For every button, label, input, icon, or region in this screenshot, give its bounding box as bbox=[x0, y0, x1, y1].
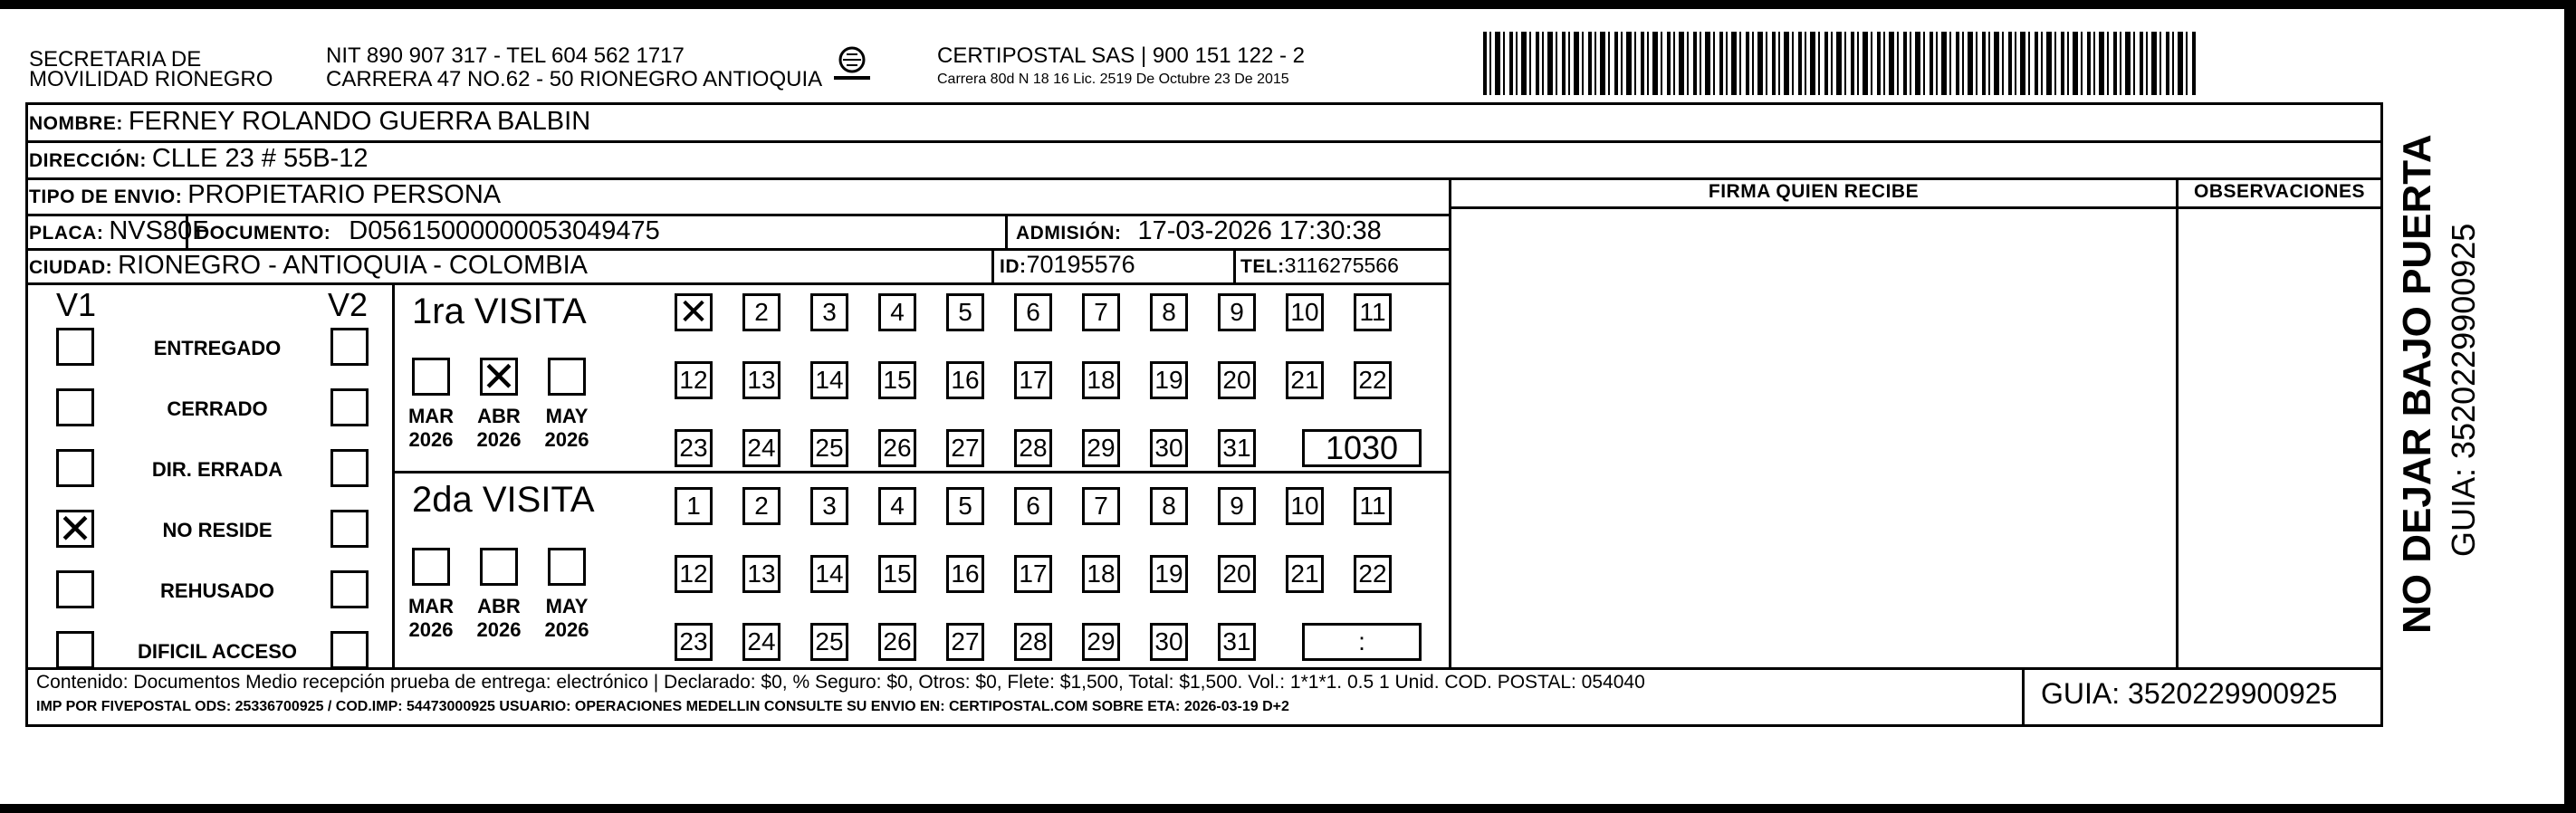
month-label bbox=[535, 405, 599, 452]
day-box[interactable]: 1 bbox=[675, 487, 713, 525]
day-box-checked[interactable]: ✕ bbox=[675, 293, 713, 331]
day-box[interactable]: 24 bbox=[742, 429, 780, 467]
status-option-label: CERRADO bbox=[167, 397, 268, 420]
tel-value: 3116275566 bbox=[1284, 253, 1399, 277]
v1-checkbox[interactable] bbox=[56, 631, 94, 669]
v2-checkbox[interactable] bbox=[330, 510, 369, 548]
id-row bbox=[1000, 251, 1135, 279]
ciudad-label: CIUDAD: bbox=[29, 257, 113, 278]
nombre-row bbox=[29, 107, 590, 137]
observaciones-label: OBSERVACIONES bbox=[2194, 181, 2365, 202]
month-year: 2026 bbox=[544, 618, 589, 641]
day-box[interactable]: 28 bbox=[1014, 429, 1052, 467]
x-mark-icon: ✕ bbox=[57, 505, 93, 552]
v2-checkbox[interactable] bbox=[330, 449, 369, 487]
time-box[interactable]: 1030 bbox=[1302, 429, 1422, 467]
tipo-value: PROPIETARIO PERSONA bbox=[187, 180, 502, 209]
month-checkbox[interactable] bbox=[480, 548, 518, 586]
ciudad-row bbox=[29, 251, 588, 281]
day-box[interactable]: 11 bbox=[1354, 487, 1392, 525]
bottom-border bbox=[0, 804, 2576, 813]
day-box[interactable]: 29 bbox=[1082, 429, 1120, 467]
day-box[interactable]: 17 bbox=[1014, 555, 1052, 593]
placa-value: NVS80F bbox=[109, 216, 208, 245]
day-box[interactable]: 21 bbox=[1286, 361, 1324, 399]
nit-line: NIT 890 907 317 - TEL 604 562 1717 bbox=[326, 43, 685, 68]
month-year: 2026 bbox=[544, 428, 589, 451]
guia-footer: GUIA: 3520229900925 bbox=[2041, 677, 2338, 710]
id-value: 70195576 bbox=[1026, 251, 1135, 278]
v2-label: V2 bbox=[328, 286, 369, 323]
day-box[interactable]: 8 bbox=[1150, 293, 1188, 331]
day-box[interactable]: 19 bbox=[1150, 361, 1188, 399]
day-box[interactable]: 3 bbox=[810, 293, 848, 331]
v1-checkbox[interactable] bbox=[56, 449, 94, 487]
tel-label: TEL: bbox=[1240, 256, 1285, 277]
day-box[interactable]: 15 bbox=[878, 555, 916, 593]
day-box[interactable]: 15 bbox=[878, 361, 916, 399]
v2-checkbox[interactable] bbox=[330, 388, 369, 426]
day-box[interactable]: 20 bbox=[1218, 361, 1256, 399]
sender-line-1: SECRETARIA DE bbox=[29, 47, 202, 72]
day-box[interactable]: 2 bbox=[742, 487, 780, 525]
day-box[interactable]: 5 bbox=[946, 487, 984, 525]
day-box[interactable]: 26 bbox=[878, 429, 916, 467]
nombre-value: FERNEY ROLANDO GUERRA BALBIN bbox=[128, 107, 591, 136]
month-name: MAR bbox=[407, 405, 455, 427]
day-box[interactable]: 7 bbox=[1082, 293, 1120, 331]
v1-checkbox[interactable] bbox=[56, 388, 94, 426]
month-label bbox=[399, 405, 463, 452]
day-box[interactable]: 8 bbox=[1150, 487, 1188, 525]
right-border bbox=[2564, 0, 2576, 813]
month-label bbox=[467, 405, 531, 452]
day-box[interactable]: 25 bbox=[810, 429, 848, 467]
day-box[interactable]: 7 bbox=[1082, 487, 1120, 525]
firma-label: FIRMA QUIEN RECIBE bbox=[1708, 181, 1920, 202]
certipostal-logo-icon bbox=[828, 42, 876, 89]
month-checkbox[interactable] bbox=[412, 358, 450, 396]
month-label bbox=[535, 595, 599, 642]
time-box[interactable]: : bbox=[1302, 623, 1422, 661]
day-box[interactable]: 5 bbox=[946, 293, 984, 331]
day-box[interactable]: 25 bbox=[810, 623, 848, 661]
status-option-label: REHUSADO bbox=[160, 579, 274, 602]
month-name: ABR bbox=[477, 405, 521, 427]
day-box[interactable]: 26 bbox=[878, 623, 916, 661]
id-label: ID: bbox=[1000, 256, 1027, 277]
day-box[interactable]: 30 bbox=[1150, 623, 1188, 661]
status-option-label: DIFICIL ACCESO bbox=[137, 640, 297, 663]
side-guia: GUIA: 3520229900925 bbox=[2445, 223, 2482, 557]
day-box[interactable]: 18 bbox=[1082, 361, 1120, 399]
day-box[interactable]: 6 bbox=[1014, 487, 1052, 525]
day-box[interactable]: 14 bbox=[810, 555, 848, 593]
day-box[interactable]: 16 bbox=[946, 361, 984, 399]
day-box[interactable]: 9 bbox=[1218, 487, 1256, 525]
day-box[interactable]: 10 bbox=[1286, 487, 1324, 525]
placa-row bbox=[29, 216, 208, 246]
admision-value: 17-03-2026 17:30:38 bbox=[1137, 216, 1382, 245]
day-box[interactable]: 29 bbox=[1082, 623, 1120, 661]
address-line: CARRERA 47 NO.62 - 50 RIONEGRO ANTIOQUIA bbox=[326, 67, 823, 91]
day-box[interactable]: 30 bbox=[1150, 429, 1188, 467]
day-box[interactable]: 28 bbox=[1014, 623, 1052, 661]
day-box[interactable]: 9 bbox=[1218, 293, 1256, 331]
sender-line-2: MOVILIDAD RIONEGRO bbox=[29, 67, 273, 91]
carrier-line-2: Carrera 80d N 18 16 Lic. 2519 De Octubre 23 De 2015 bbox=[937, 72, 1289, 87]
day-box[interactable]: 14 bbox=[810, 361, 848, 399]
day-box[interactable]: 12 bbox=[675, 555, 713, 593]
month-name: ABR bbox=[477, 595, 521, 617]
barcode bbox=[1483, 32, 2198, 95]
side-warning: NO DEJAR BAJO PUERTA bbox=[2395, 134, 2439, 634]
status-option-label: ENTREGADO bbox=[153, 337, 282, 359]
second-visit-label: 2da VISITA bbox=[412, 480, 595, 520]
x-mark-icon: ✕ bbox=[481, 353, 517, 400]
day-box[interactable]: 23 bbox=[675, 429, 713, 467]
v1-checkbox[interactable] bbox=[56, 328, 94, 366]
carrier-line-1: CERTIPOSTAL SAS | 900 151 122 - 2 bbox=[937, 43, 1305, 68]
month-checkbox[interactable] bbox=[412, 548, 450, 586]
day-box[interactable]: 31 bbox=[1218, 429, 1256, 467]
v1-checkbox[interactable] bbox=[56, 570, 94, 608]
documento-row bbox=[196, 216, 660, 246]
v1-label: V1 bbox=[56, 286, 97, 323]
admision-label: ADMISIÓN: bbox=[1016, 223, 1122, 244]
day-box[interactable]: 4 bbox=[878, 487, 916, 525]
month-name: MAY bbox=[545, 405, 589, 427]
month-name: MAR bbox=[407, 595, 455, 617]
day-box[interactable]: 19 bbox=[1150, 555, 1188, 593]
first-visit-label: 1ra VISITA bbox=[412, 292, 587, 331]
top-border bbox=[0, 0, 2576, 9]
day-box[interactable]: 31 bbox=[1218, 623, 1256, 661]
ciudad-value: RIONEGRO - ANTIOQUIA - COLOMBIA bbox=[118, 251, 588, 280]
direccion-value: CLLE 23 # 55B-12 bbox=[151, 144, 369, 173]
day-box[interactable]: 27 bbox=[946, 429, 984, 467]
month-checkbox[interactable] bbox=[548, 548, 586, 586]
tipo-label: TIPO DE ENVIO: bbox=[29, 187, 183, 207]
status-option-label: DIR. ERRADA bbox=[151, 458, 283, 481]
tel-row bbox=[1240, 253, 1399, 278]
day-box[interactable]: 24 bbox=[742, 623, 780, 661]
month-checkbox[interactable] bbox=[548, 358, 586, 396]
month-label bbox=[399, 595, 463, 642]
v2-checkbox[interactable] bbox=[330, 328, 369, 366]
day-box[interactable]: 22 bbox=[1354, 361, 1392, 399]
day-box[interactable]: 22 bbox=[1354, 555, 1392, 593]
day-box[interactable]: 6 bbox=[1014, 293, 1052, 331]
direccion-label: DIRECCIÓN: bbox=[29, 150, 147, 171]
day-box[interactable]: 10 bbox=[1286, 293, 1324, 331]
day-box[interactable]: 21 bbox=[1286, 555, 1324, 593]
day-box[interactable]: 16 bbox=[946, 555, 984, 593]
month-year: 2026 bbox=[408, 618, 454, 641]
day-box[interactable]: 13 bbox=[742, 555, 780, 593]
month-name: MAY bbox=[545, 595, 589, 617]
day-box[interactable]: 3 bbox=[810, 487, 848, 525]
month-year: 2026 bbox=[408, 428, 454, 451]
status-option-label: NO RESIDE bbox=[162, 519, 273, 541]
day-box[interactable]: 20 bbox=[1218, 555, 1256, 593]
direccion-row bbox=[29, 144, 368, 174]
v2-checkbox[interactable] bbox=[330, 570, 369, 608]
day-box[interactable]: 11 bbox=[1354, 293, 1392, 331]
day-box[interactable]: 4 bbox=[878, 293, 916, 331]
tipo-row bbox=[29, 180, 501, 210]
day-box[interactable]: 2 bbox=[742, 293, 780, 331]
documento-label: DOCUMENTO: bbox=[196, 223, 331, 244]
admision-row bbox=[1016, 216, 1382, 246]
day-box[interactable]: 12 bbox=[675, 361, 713, 399]
imp-line: IMP POR FIVEPOSTAL ODS: 25336700925 / COD.IMP: 54473000925 USUARIO: OPERACIONES MEDELLIN CONSULTE SU ENVIO EN: CERTIPOSTAL.COM SOBRE ETA: 2026-03-19 D+2 bbox=[36, 699, 1289, 714]
day-box[interactable]: 17 bbox=[1014, 361, 1052, 399]
day-box[interactable]: 18 bbox=[1082, 555, 1120, 593]
month-label bbox=[467, 595, 531, 642]
day-box[interactable]: 13 bbox=[742, 361, 780, 399]
day-box[interactable]: 27 bbox=[946, 623, 984, 661]
contenido-line: Contenido: Documentos Medio recepción prueba de entrega: electrónico | Declarado: $0, % Seguro: $0, Otros: $0, Flete: $1,500, Total: $1,500. Vol.: 1*1*1. 0.5 1 Unid. COD. POSTAL: 054040 bbox=[36, 672, 1645, 693]
v2-checkbox[interactable] bbox=[330, 631, 369, 669]
documento-value: D05615000000053049475 bbox=[349, 216, 660, 245]
month-year: 2026 bbox=[476, 618, 522, 641]
month-year: 2026 bbox=[476, 428, 522, 451]
placa-label: PLACA: bbox=[29, 223, 104, 244]
nombre-label: NOMBRE: bbox=[29, 113, 123, 134]
day-box[interactable]: 23 bbox=[675, 623, 713, 661]
